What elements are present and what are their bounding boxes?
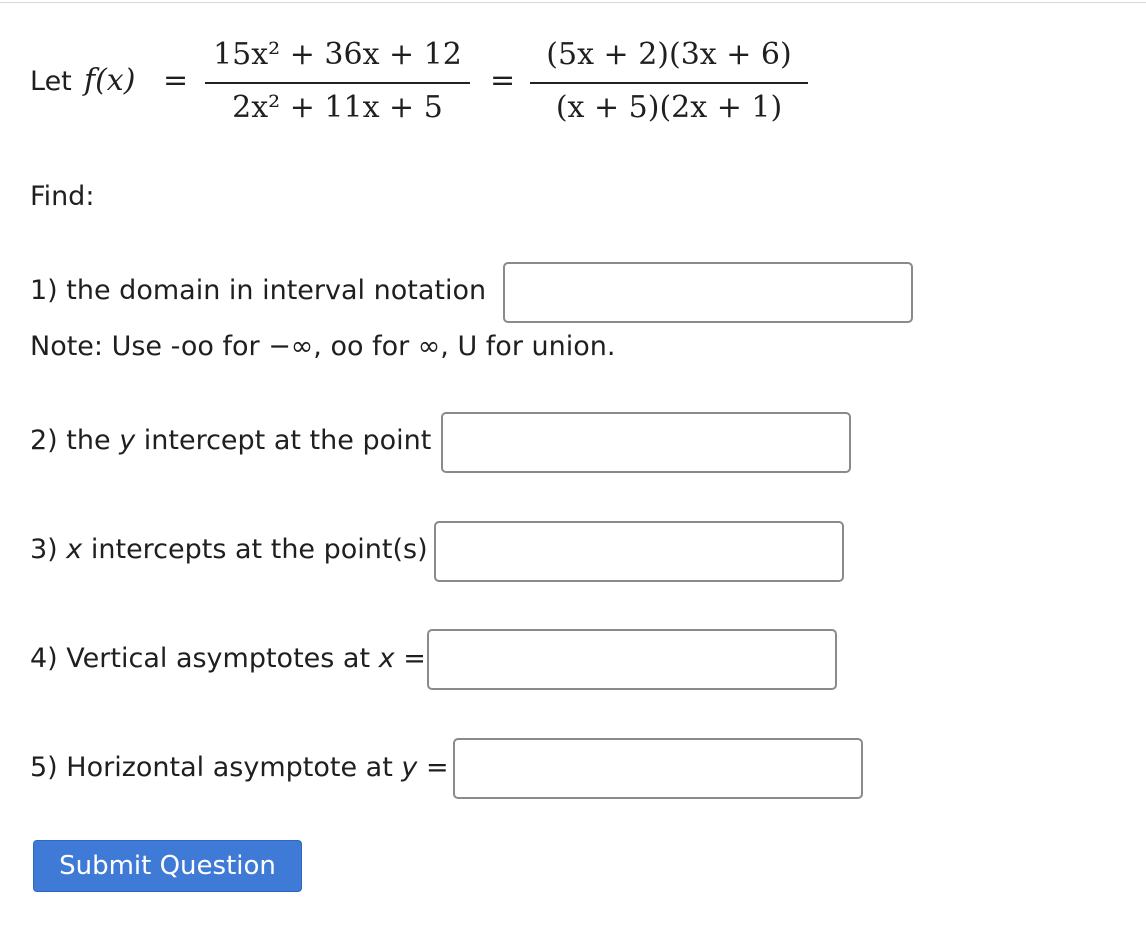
- fraction1-numerator: 15x² + 36x + 12: [213, 37, 462, 72]
- function-lhs: f(x): [84, 63, 136, 98]
- x-intercepts-question-label: [30, 534, 428, 565]
- fraction1-denominator: 2x² + 11x + 5: [232, 90, 443, 125]
- vertical-asymptotes-answer-input[interactable]: [427, 629, 837, 690]
- fraction1-bar: [205, 82, 470, 84]
- let-label: Let: [30, 66, 72, 97]
- x-intercepts-label-post: intercepts at the point(s): [82, 534, 428, 565]
- y-intercept-question-label: [30, 425, 431, 456]
- horizontal-asymptote-label-var: y: [401, 752, 418, 783]
- horizontal-asymptote-answer-input[interactable]: [453, 738, 863, 799]
- y-intercept-answer-input[interactable]: [441, 412, 851, 473]
- find-label: Find:: [30, 181, 95, 212]
- top-divider: [0, 2, 1146, 3]
- y-intercept-label-pre: 2) the: [30, 425, 120, 456]
- fraction2-numerator: (5x + 2)(3x + 6): [546, 37, 792, 72]
- fraction2-denominator: (x + 5)(2x + 1): [555, 90, 783, 125]
- horizontal-asymptote-label-post: =: [417, 752, 449, 783]
- equals-sign-1: =: [163, 63, 189, 98]
- domain-note: Note: Use -oo for −∞, oo for ∞, U for union.: [30, 331, 616, 362]
- x-intercepts-answer-input[interactable]: [434, 521, 844, 582]
- domain-question-label: 1) the domain in interval notation: [30, 275, 487, 306]
- vertical-asymptotes-label-post: =: [394, 643, 426, 674]
- horizontal-asymptote-label-pre: 5) Horizontal asymptote at: [30, 752, 402, 783]
- y-intercept-label-post: intercept at the point: [135, 425, 432, 456]
- vertical-asymptotes-question-label: [30, 643, 426, 674]
- fraction2-bar: [530, 82, 808, 84]
- horizontal-asymptote-question-label: [30, 752, 449, 783]
- vertical-asymptotes-label-var: x: [378, 643, 395, 674]
- domain-answer-input[interactable]: [503, 262, 913, 323]
- y-intercept-label-var: y: [119, 425, 136, 456]
- x-intercepts-label-pre: 3): [30, 534, 67, 565]
- vertical-asymptotes-label-pre: 4) Vertical asymptotes at: [30, 643, 379, 674]
- submit-question-button[interactable]: Submit Question: [33, 840, 302, 892]
- equals-sign-2: =: [490, 63, 516, 98]
- x-intercepts-label-var: x: [66, 534, 83, 565]
